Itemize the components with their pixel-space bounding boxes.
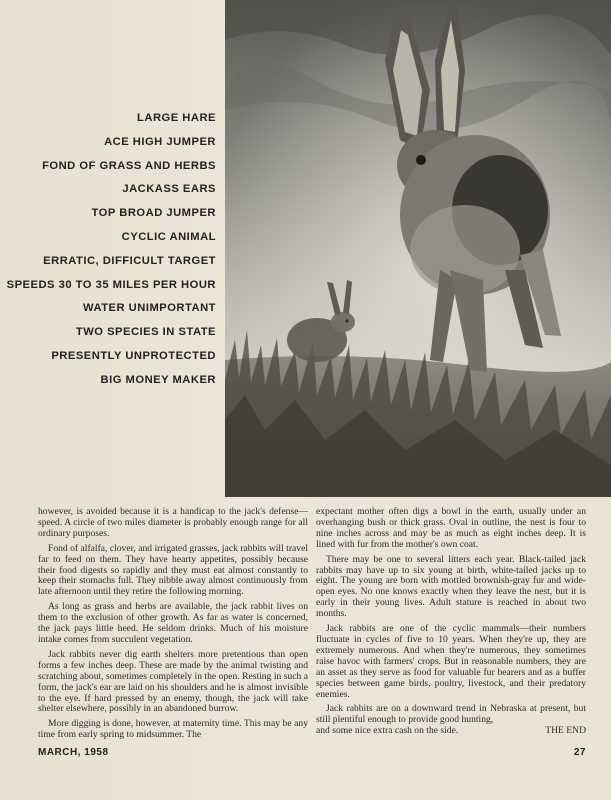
jackrabbit-drawing bbox=[225, 0, 611, 497]
article-column-left bbox=[38, 507, 308, 745]
article-paragraph: More digging is done, however, at maternity time. This may be any time from early spring to midsummer. The bbox=[38, 718, 308, 741]
fact-item: ERRATIC, DIFFICULT TARGET bbox=[43, 254, 216, 267]
page-number: 27 bbox=[573, 747, 586, 758]
page-footer bbox=[38, 747, 586, 758]
article-paragraph: however, is avoided because it is a handicap to the jack's defense—speed. A circle of two miles diameter is probably enough range for all ordinary purposes. bbox=[38, 506, 308, 539]
article-paragraph: Fond of alfalfa, clover, and irrigated grasses, jack rabbits will travel far to feed on them. They have hearty appetites, possibly because their food digests so rapidly and they must eat almost constantly to keep their stomachs full. They nibble away almost continuously from late afternoon until they retire the following morning. bbox=[38, 542, 308, 598]
article-paragraph: As long as grass and herbs are available, the jack rabbit lives on them to the exclusion of other growth. As far as water is concerned, the jack pays little heed. He seldom drinks. Much of his moisture intake comes from succulent vegetation. bbox=[38, 601, 308, 645]
fact-item: ACE HIGH JUMPER bbox=[104, 135, 216, 148]
last-paragraph-text: Jack rabbits are on a downward trend in Nebraska at present, but still plentiful enough to provide good hunting, bbox=[316, 703, 586, 726]
fact-item: LARGE HARE bbox=[137, 112, 216, 124]
last-paragraph bbox=[316, 704, 586, 726]
article-paragraph: There may be one to several litters each year. Black-tailed jack rabbits may have up to six young at birth, white-tailed jacks up to eight. The young are born with mottled brownish-gray fur and wide-open eyes. No one knows exactly when they leave the nest, but it is early in their young lives. Adult stature is reached in about two months. bbox=[316, 553, 586, 620]
article-paragraph: Jack rabbits never dig earth shelters more pretentious than open forms a few inches deep. These are made by the animal twisting and scratching about, sometimes completely in the open. Resting in such a form, the jack's ear are laid on his shoulders and he is almost invisible to the eye. If hard pressed by an enemy, though, the jack will take shelter elsewhere, possibly in an abandoned burrow. bbox=[38, 648, 308, 715]
issue-date: MARCH, 1958 bbox=[38, 747, 109, 758]
closing-line bbox=[316, 726, 586, 737]
fact-item: JACKASS EARS bbox=[122, 183, 216, 196]
fact-item: TOP BROAD JUMPER bbox=[91, 207, 216, 220]
fact-item: FOND OF GRASS AND HERBS bbox=[42, 159, 216, 172]
fact-item: PRESENTLY UNPROTECTED bbox=[51, 349, 216, 362]
article-paragraph: Jack rabbits are one of the cyclic mammals—their numbers fluctuate in cycles of five to 10 years. When they're up, they are extremely numerous. And when they're numerous, they sometimes raise havoc with farmers' crops. But in reasonable numbers, they are an asset as they serve as food for valuable fur bearers and as a buffer species between game birds, poultry, livestock, and their predatory enemies. bbox=[316, 623, 586, 700]
article-column-right bbox=[316, 507, 586, 737]
fact-item: TWO SPECIES IN STATE bbox=[75, 326, 216, 339]
fact-item: SPEEDS 30 TO 35 MILES PER HOUR bbox=[6, 278, 216, 291]
last-paragraph-final-line: and some nice extra cash on the side. bbox=[316, 725, 459, 737]
article-paragraph: expectant mother often digs a bowl in the earth, usually under an overhanging bush or thick grass. Oval in outline, the nest is four to nine inches across and may be as much as eight inches deep. It is lined with fur from the mother's own coat. bbox=[316, 506, 586, 550]
fact-item: CYCLIC ANIMAL bbox=[121, 230, 216, 243]
fact-item: BIG MONEY MAKER bbox=[100, 373, 216, 386]
fact-list bbox=[0, 110, 216, 396]
jackrabbit-illustration bbox=[225, 0, 611, 497]
the-end-mark: THE END bbox=[545, 725, 586, 737]
fact-item: WATER UNIMPORTANT bbox=[83, 302, 216, 315]
